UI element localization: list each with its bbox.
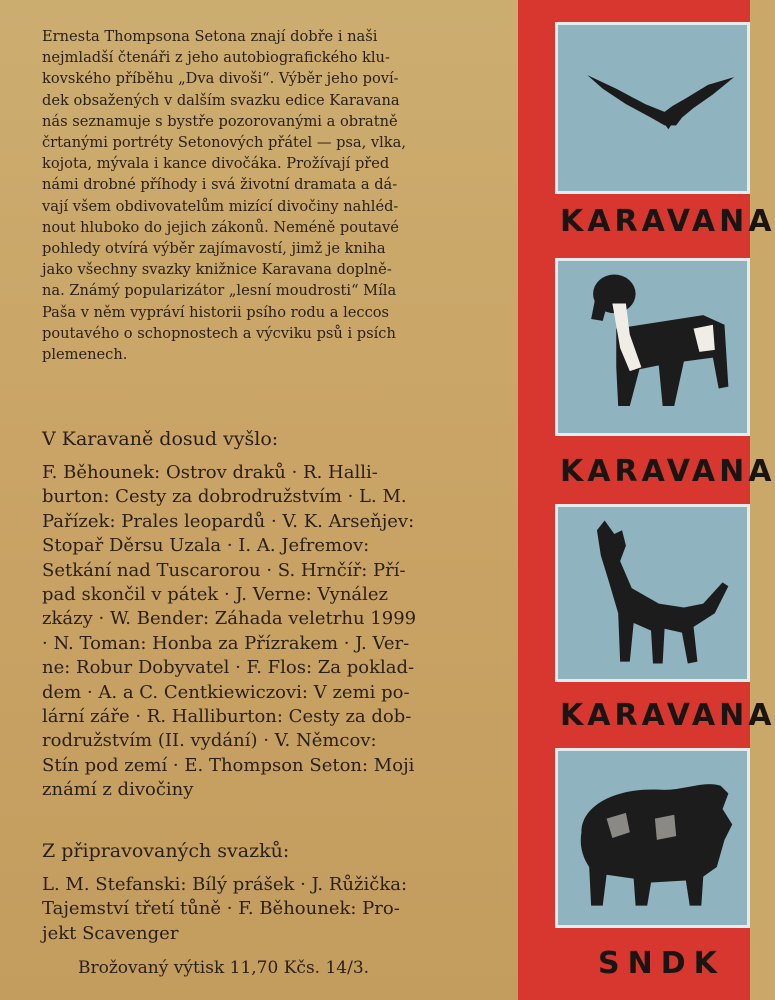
intro-paragraph — [42, 26, 490, 365]
intro-line: dek obsažených v dalším svazku edice Karavana — [42, 91, 400, 109]
upcoming-list-line: Tajemství třetí tůně · F. Běhounek: Pro- — [42, 898, 400, 920]
published-list-line: Stín pod zemí · E. Thompson Seton: Moji — [42, 754, 415, 776]
published-list-line: burton: Cesty za dobrodružstvím · L. M. — [42, 486, 407, 508]
upcoming-list-line: jekt Scavenger — [42, 922, 179, 944]
intro-line: námi drobné příhody i svá životní dramata a dá- — [42, 176, 398, 194]
upcoming-list — [42, 873, 482, 946]
upcoming-list-line: L. M. Stefanski: Bílý prášek · J. Růžička: — [42, 874, 408, 895]
sidebar-red-band — [518, 0, 775, 1000]
published-list-line: · N. Toman: Honba za Přízrakem · J. Ver- — [42, 632, 410, 654]
published-list-line: rodružstvím (II. vydání) · V. Němcov: — [42, 730, 377, 752]
published-list-line: známí z divočiny — [42, 779, 194, 801]
intro-line: poutavého o schopnostech a výcviku psů i psích — [42, 324, 396, 342]
bird-icon — [558, 25, 747, 191]
published-list-line: Setkání nad Tuscarorou · S. Hrnčíř: Pří- — [42, 559, 406, 581]
intro-line: nejmladší čtenáři z jeho autobiografického klu- — [42, 49, 390, 67]
boar-panel — [555, 748, 750, 928]
intro-line: Ernesta Thompsona Setona znají dobře i naši — [42, 28, 378, 45]
published-list-line: dem · A. a C. Centkiewiczovi: V zemi po- — [42, 681, 410, 703]
dog-panel — [555, 258, 750, 436]
published-list-line: F. Běhounek: Ostrov draků · R. Halli- — [42, 462, 378, 483]
series-banner: KARAVANA — [560, 204, 775, 239]
intro-line: nás seznamuje s bystře pozorovanými a obratně — [42, 112, 398, 130]
series-banner: KARAVANA — [560, 698, 775, 733]
intro-line: kojota, mývala i kance divočáka. Prožívají před — [42, 155, 390, 173]
series-banner: KARAVANA — [560, 454, 775, 489]
intro-line: Paša v něm vypráví historii psího rodu a leccos — [42, 303, 390, 321]
dog-icon — [558, 261, 747, 433]
intro-line: črtanými portréty Setonových přátel — psa, vlka, — [42, 134, 406, 152]
published-list-line: ne: Robur Dobyvatel · F. Flos: Za poklad- — [42, 657, 415, 679]
intro-line: vají všem obdivovatelům mizící divočiny nahléd- — [42, 197, 399, 215]
intro-line: nout hluboko do jejich zákonů. Neméně poutavé — [42, 218, 399, 236]
intro-line: jako všechny svazky knižnice Karavana doplně- — [42, 261, 392, 279]
published-list-line: Pařízek: Prales leopardů · V. K. Arseňjev: — [42, 510, 415, 532]
published-list-line: pad skončil v pátek · J. Verne: Vynález — [42, 584, 389, 606]
published-list — [42, 461, 482, 803]
bird-panel — [555, 22, 750, 194]
published-list-line: Stopař Děrsu Uzala · I. A. Jefremov: — [42, 535, 370, 557]
intro-line: pohledy otvírá výběr zajímavostí, jimž je kniha — [42, 240, 386, 258]
price-label: Brožovaný výtisk 11,70 Kčs. 14/3. — [78, 958, 370, 978]
published-list-line: lární záře · R. Halliburton: Cesty za dob- — [42, 706, 412, 728]
wolf-icon — [558, 507, 747, 679]
published-list-line: zkázy · W. Bender: Záhada veletrhu 1999 — [42, 608, 417, 630]
intro-line: na. Známý popularizátor „lesní moudrosti“ Míla — [42, 282, 397, 300]
intro-line: kovského příběhu „Dva divoši“. Výběr jeho poví- — [42, 70, 399, 88]
wolf-panel — [555, 504, 750, 682]
published-heading: V Karavaně dosud vyšlo: — [42, 428, 279, 450]
intro-line: plemenech. — [42, 346, 128, 364]
boar-icon — [558, 751, 747, 925]
upcoming-heading: Z připravovaných svazků: — [42, 840, 290, 862]
publisher-label: SNDK — [598, 946, 725, 981]
